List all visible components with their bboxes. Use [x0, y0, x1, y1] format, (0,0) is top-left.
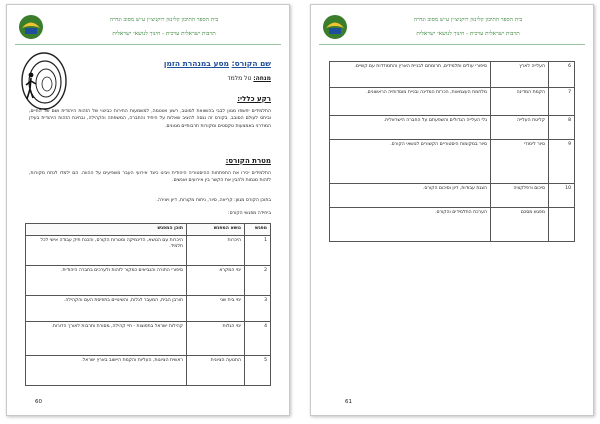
session-content: הערכת התלמידים והקורס. — [330, 208, 491, 242]
table-row — [26, 295, 271, 321]
table-row — [26, 235, 271, 265]
section-goal-heading: מטרת הקורס: — [225, 157, 271, 165]
session-number — [549, 208, 575, 242]
session-number: 8 — [549, 116, 575, 140]
session-topic: היכרות — [187, 235, 245, 265]
table-row — [26, 355, 271, 385]
col-header-session: מפגש — [245, 224, 271, 236]
course-title-text: מסע במנהרת הזמן — [163, 59, 229, 68]
header-line-2: תרבות ישראלית ערכית - חינוך לנושאי ישראלית — [416, 31, 520, 37]
session-content: היכרות עם הנושא, הדינמיקה ומטרות הקורס, והכנת תיק עבודה אישי לכל תלמיד. — [26, 235, 187, 265]
session-number: 4 — [245, 321, 271, 355]
session-topic: ימי בית שני — [187, 295, 245, 321]
table-row — [330, 116, 575, 140]
session-content: סיור במקומות היסטוריים הקשורים לנושאי הקורס. — [330, 140, 491, 184]
section-background-heading: רקע כללי: — [237, 95, 271, 103]
sessions-table-right — [329, 61, 575, 242]
session-content: חורבן הבית, המעבר לגלות, והשינויים בתפיסת העם והקהילה. — [26, 295, 187, 321]
sessions-intro: ביחידה מפגשי הקורס: — [228, 211, 271, 216]
session-topic: הקמת המדינה — [491, 88, 549, 116]
page-header — [15, 11, 281, 45]
content-paragraph: בתוכן הקורס מגוון: קריאה, סיור, ניתוח מקורות, דיון ויצירה. — [156, 198, 271, 203]
background-paragraph: התלמידים יחשפו מגוון לבבי בהשוואת למוטב, רשע ואוטמה, למשמעות החירות כביטוי של הזהות היהודית ושם של החיים, וביחס לעולם הסובב. בקורס זה ננסה להציב שאלות על היחיד והחברה, המשפחה והקהילה, ובחינת הזהות היהודית בעידן המודרני באמצעות טקסטים ומקורות תרבותיים מגוונים. — [29, 109, 271, 129]
table-row — [26, 321, 271, 355]
session-number: 6 — [549, 62, 575, 88]
session-topic: העלייה לארץ — [491, 62, 549, 88]
header-line-1: בית הספר התיכון קלינזון רוקניצ׳ין ע״ש מסוב וגדרה — [109, 17, 219, 23]
table-row — [330, 208, 575, 242]
left-page — [6, 4, 290, 416]
header-line-2: תרבות ישראלית ערכית - חינוך לנושאי ישראלית — [112, 31, 216, 37]
session-content: סיפורי התורה והנביאים כמקור לזהות ולערכים בחברה היהודית. — [26, 265, 187, 295]
sessions-table-left — [25, 223, 271, 386]
session-topic: קליטת העלייה — [491, 116, 549, 140]
session-number: 10 — [549, 184, 575, 208]
session-content: סיפורי עולים ותלמידים, תרומתם לבניית הארץ והתמודדות עם קשיים. — [330, 62, 491, 88]
session-topic: סיור לימודי — [491, 140, 549, 184]
session-content: מלחמת העצמאות, הכרזת המדינה ובניית מוסדותיה הראשונים. — [330, 88, 491, 116]
session-number: 1 — [245, 235, 271, 265]
session-content: גלי העלייה הגדולים והשפעתם על החברה הישראלית. — [330, 116, 491, 140]
table-row — [330, 88, 575, 116]
course-title — [164, 59, 271, 68]
table-row — [330, 140, 575, 184]
table-row — [330, 62, 575, 88]
session-number: 5 — [245, 355, 271, 385]
col-header-content: תוכן המפגש — [26, 224, 187, 236]
right-page — [310, 4, 594, 416]
session-content: ראשית הציונות, העליות והקמת היישוב בארץ ישראל. — [26, 355, 187, 385]
time-tunnel-illustration-icon — [19, 51, 69, 111]
course-title-prefix: שם הקורס: — [231, 59, 271, 68]
table-row — [26, 265, 271, 295]
session-content: קהילות ישראל בתפוצות - חיי קהילה, מסורת ותרבות לאורך הדורות. — [26, 321, 187, 355]
session-number: 7 — [549, 88, 575, 116]
page-number: 60 — [35, 399, 42, 405]
instructor-label: מנחה: — [253, 75, 271, 82]
school-logo-icon — [321, 13, 349, 41]
session-topic: מפגש מסכם — [491, 208, 549, 242]
goal-paragraph: התלמידים יכירו את התפתחות ההיסטוריה היהודית ויבינו כיצד אירועי העבר משפיעים על ההווה. הם ילמדו לנתח מקורות, לזהות מגמות ולהבין את הקשר בין אירועים ואנשים. — [29, 171, 271, 184]
session-number: 2 — [245, 265, 271, 295]
page-number: 61 — [345, 399, 352, 405]
session-topic: התנועה הציונית — [187, 355, 245, 385]
page-header — [319, 11, 585, 45]
session-content: הצגת עבודות, דיון וסיכום הקורס. — [330, 184, 491, 208]
session-topic: סיכום ורפלקציה — [491, 184, 549, 208]
session-number: 9 — [549, 140, 575, 184]
session-topic: ימי המקרא — [187, 265, 245, 295]
school-logo-icon — [17, 13, 45, 41]
col-header-topic: נושא המפגש — [187, 224, 245, 236]
table-header-row — [26, 224, 271, 236]
table-row — [330, 184, 575, 208]
instructor-name: טל מלמד — [227, 75, 252, 82]
header-line-1: בית הספר התיכון קלינזון רוקניצ׳ין ע״ש מסוב וגדרה — [413, 17, 523, 23]
course-instructor — [227, 75, 271, 82]
session-topic: ימי הגלות — [187, 321, 245, 355]
session-number: 3 — [245, 295, 271, 321]
